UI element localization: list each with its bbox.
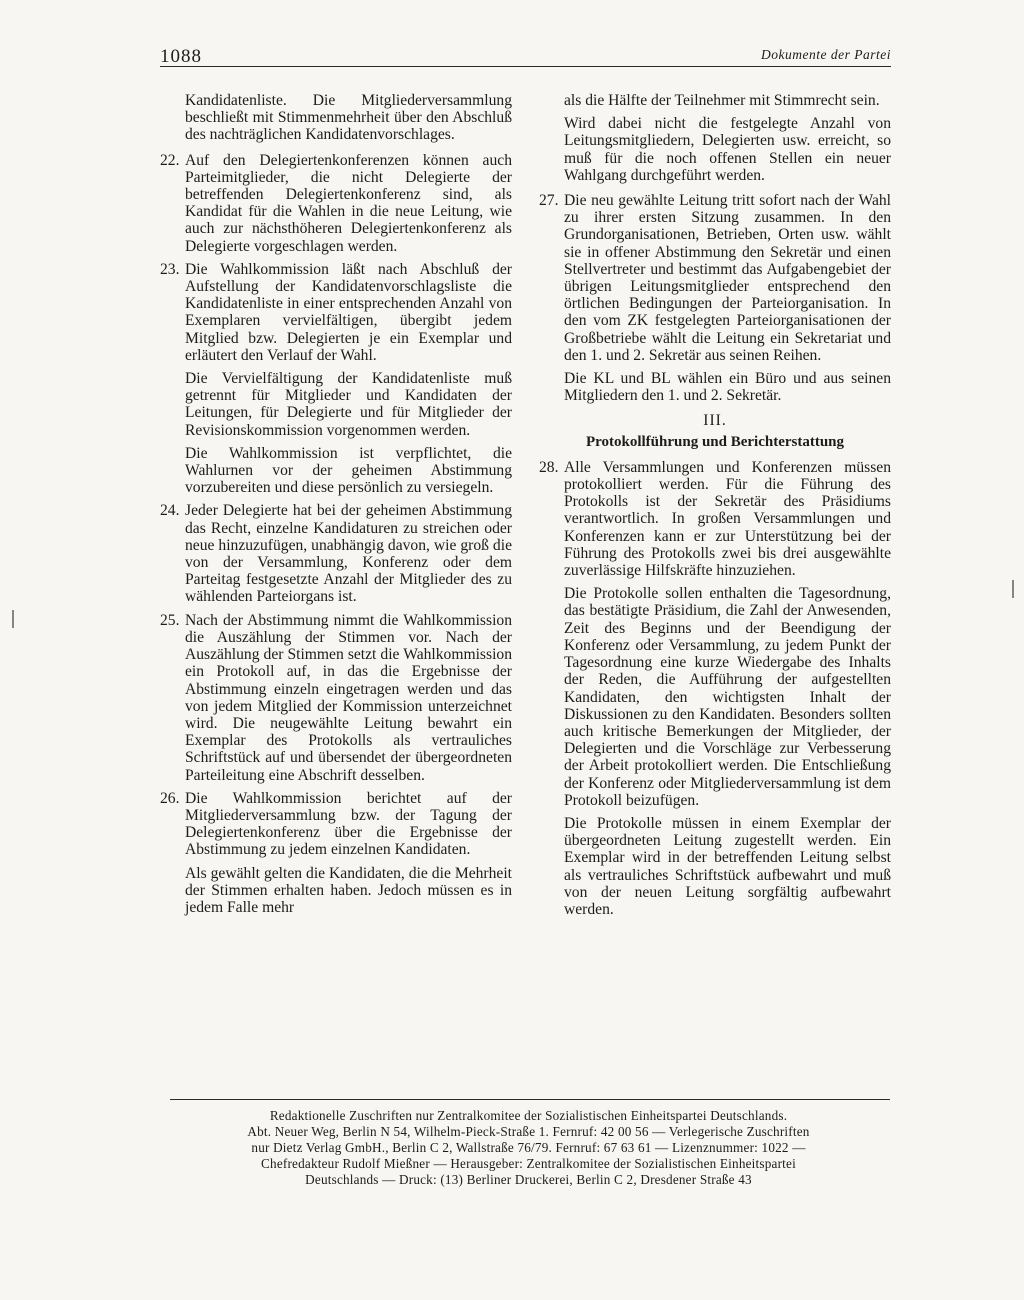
item-number: 23. bbox=[160, 260, 180, 278]
item-paragraph: Die Wahlkommission berichtet auf der Mitgliederversammlung bzw. der Tagung der Delegiertenkonferenz über die Ergebnisse der Abstimmung zu jedem einzelnen Kandidaten. bbox=[185, 789, 512, 859]
item-23 bbox=[160, 261, 512, 497]
imprint-line: Abt. Neuer Weg, Berlin N 54, Wilhelm-Pieck-Straße 1. Fernruf: 42 00 56 — Verlegerische Zuschriften bbox=[247, 1124, 810, 1139]
running-head: Dokumente der Partei bbox=[761, 47, 891, 62]
item-paragraph: Alle Versammlungen und Konferenzen müssen protokolliert werden. Für die Führung des Protokolls ist der Sekretär des Präsidiums verantwortlich. In großen Versammlungen und Konferenzen kann er zur Unterstützung bei der Führung des Protokolls zwei bis drei ausgewählte zuverlässige Hilfskräfte hinzuziehen. bbox=[564, 458, 891, 580]
item-number: 28. bbox=[539, 458, 559, 476]
imprint bbox=[165, 1108, 892, 1188]
item-paragraph: Auf den Delegiertenkonferenzen können auch Parteimitglieder, die nicht Delegierte der betreffenden Delegiertenkonferenz sind, als Kandidat für die Wahlen in die neue Leitung, wie auch zur nächsthöheren Delegiertenkonferenz als Delegierte vorgeschlagen werden. bbox=[185, 151, 512, 255]
section-title: Protokollführung und Berichterstattung bbox=[585, 433, 845, 450]
imprint-line: nur Dietz Verlag GmbH., Berlin C 2, Wallstraße 76/79. Fernruf: 67 63 61 — Lizenznummer: 1022 — bbox=[251, 1140, 806, 1155]
page-number: 1088 bbox=[160, 46, 202, 67]
item-27 bbox=[539, 192, 891, 404]
footer-rule bbox=[170, 1099, 890, 1100]
item-paragraph: Jeder Delegierte hat bei der geheimen Abstimmung das Recht, einzelne Kandidaturen zu streichen oder neue hinzuzufügen, unabhängig davon, wie groß die von der Versammlung, Konferenz oder dem Parteitag festgesetzte Anzahl der Mitglieder des zu wählenden Parteiorgans ist. bbox=[185, 502, 512, 606]
item-28 bbox=[539, 459, 891, 918]
left-column bbox=[160, 92, 512, 922]
right-column bbox=[539, 92, 891, 924]
item-number: 22. bbox=[160, 151, 180, 169]
imprint-line: Redaktionelle Zuschriften nur Zentralkomitee der Sozialistischen Einheitspartei Deutschlands. bbox=[269, 1108, 788, 1123]
item-24 bbox=[160, 502, 512, 605]
continuation-paragraph: Wird dabei nicht die festgelegte Anzahl von Leitungsmitgliedern, Delegierten usw. erreicht, so muß für die noch offenen Stellen ein neuer Wahlgang durchgeführt werden. bbox=[564, 115, 891, 184]
continuation-paragraph: als die Hälfte der Teilnehmer mit Stimmrecht sein. bbox=[564, 92, 880, 109]
item-paragraph: Als gewählt gelten die Kandidaten, die die Mehrheit der Stimmen erhalten haben. Jedoch müssen es in jedem Falle mehr bbox=[185, 864, 512, 916]
item-26 bbox=[160, 790, 512, 916]
item-paragraph: Die Protokolle sollen enthalten die Tagesordnung, das bestätigte Präsidium, die Zahl der Anwesenden, Zeit des Beginns und der Beendigung der Konferenz oder Versammlung, zu jedem Punkt der Tagesordnung eine kurze Wiedergabe des Inhalts der Reden, die Aufführung der aufgestellten Kandidaten, den wichtigsten Inhalt der Diskussionen zu den Kandidaten. Besonders sollten auch kritische Bemerkungen der Mitglieder, der Delegierten und die Vorschläge zur Verbesserung der Arbeit protokolliert werden. Die Entschließung der Konferenz oder Mitgliederversammlung ist dem Protokoll beizufügen. bbox=[564, 585, 891, 809]
item-paragraph: Die Wahlkommission ist verpflichtet, die Wahlurnen vor der geheimen Abstimmung vorzubereiten und diese persönlich zu versiegeln. bbox=[185, 444, 512, 497]
item-paragraph: Die Vervielfältigung der Kandidatenliste muß getrennt für Mitglieder und Kandidaten der Leitungen, für Delegierte und für Mitglieder der Revisionskommission vorgenommen werden. bbox=[185, 370, 512, 439]
imprint-line: Chefredakteur Rudolf Mießner — Herausgeber: Zentralkomitee der Sozialistischen Einheitspartei bbox=[261, 1156, 796, 1171]
margin-mark-right bbox=[1012, 580, 1014, 598]
item-number: 26. bbox=[160, 789, 180, 807]
imprint-line: Deutschlands — Druck: (13) Berliner Druckerei, Berlin C 2, Dresdener Straße 43 bbox=[305, 1172, 752, 1187]
item-paragraph: Die Wahlkommission läßt nach Abschluß der Aufstellung der Kandidatenvorschlagsliste die Kandidatenliste in einer entsprechenden Anzahl von Exemplaren vervielfältigen, übergibt jedem Mitglied bzw. Delegierten je ein Exemplar und erläutert den Verlauf der Wahl. bbox=[185, 260, 512, 364]
item-number: 25. bbox=[160, 611, 180, 629]
item-paragraph: Die neu gewählte Leitung tritt sofort nach der Wahl zu ihrer ersten Sitzung zusammen. In den Grundorganisationen, Betrieben, Orten usw. wählt sie in offener Abstimmung den Sekretär und einen Stellvertreter und bestimmt das Aufgabengebiet der übrigen Leitungsmitglieder entsprechend den örtlichen Bedingungen der Parteiorganisation. In den vom ZK festgelegten Parteiorganisationen der Großbetriebe wählt die Leitung ein Sekretariat und den 1. und 2. Sekretär aus seinen Reihen. bbox=[564, 192, 891, 364]
item-25 bbox=[160, 612, 512, 784]
intro-continuation: Kandidatenliste. Die Mitgliederversammlung beschließt mit Stimmenmehrheit über den Abschluß des nachträglichen Kandidatenvorschlages. bbox=[185, 92, 512, 144]
margin-mark-left bbox=[12, 610, 14, 628]
item-paragraph: Nach der Abstimmung nimmt die Wahlkommission die Auszählung der Stimmen vor. Nach der Auszählung der Stimmen setzt die Wahlkommission ein Protokoll auf, in das die Ergebnisse der Abstimmung einzeln eingetragen werden und das von jedem Mitglied der Kommission unterzeichnet wird. Die neugewählte Leitung bewahrt ein Exemplar des Protokolls als vertrauliches Schriftstück auf und übersendet der übergeordneten Parteileitung eine Abschrift desselben. bbox=[185, 611, 512, 784]
item-22 bbox=[160, 152, 512, 255]
item-paragraph: Die Protokolle müssen in einem Exemplar der übergeordneten Leitung zugestellt werden. Ein Exemplar wird in der betreffenden Leitung selbst als vertrauliches Schriftstück aufbewahrt und muß von der neuen Leitung sorgfältig aufbewahrt werden. bbox=[564, 814, 891, 918]
header-rule bbox=[160, 66, 891, 67]
item-number: 24. bbox=[160, 502, 180, 520]
item-paragraph: Die KL und BL wählen ein Büro und aus seinen Mitgliedern den 1. und 2. Sekretär. bbox=[564, 370, 891, 405]
section-roman-numeral: III. bbox=[703, 412, 727, 430]
item-number: 27. bbox=[539, 192, 559, 210]
